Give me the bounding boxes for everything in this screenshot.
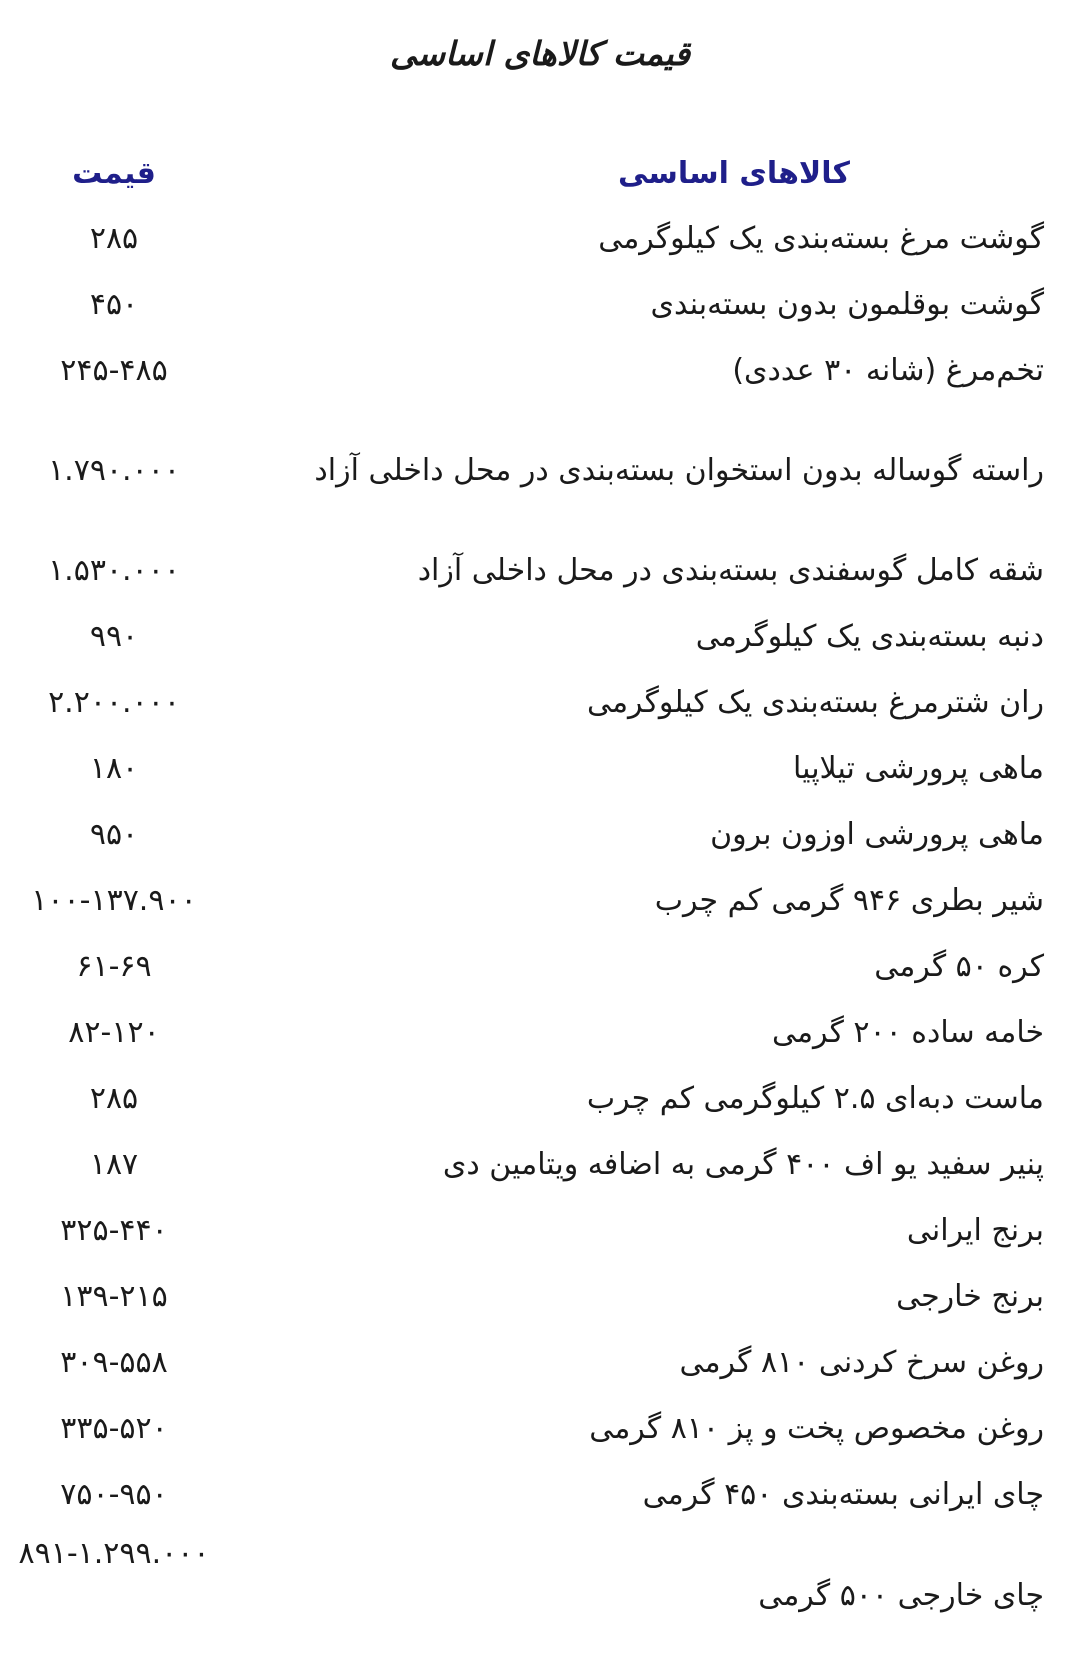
item-price: ۱۸۷ [89,1147,139,1182]
item-name: برنج ایرانی [906,1213,1044,1248]
item-price: ۱۰۰-۱۳۷.۹۰۰ [31,883,197,918]
item-price: ۶۱-۶۹ [76,949,152,984]
item-price: ۹۵۰ [89,817,139,852]
item-name: ماهی پرورشی تیلاپیا [793,751,1044,786]
item-name: خامه ساده ۲۰۰ گرمی [771,1015,1044,1050]
item-price: ۷۵۰-۹۵۰ [60,1477,168,1512]
item-name: روغن مخصوص پخت و پز ۸۱۰ گرمی [589,1411,1044,1446]
item-name: گوشت بوقلمون بدون بسته‌بندی [650,287,1044,322]
table-row [0,1330,1080,1396]
item-price: ۴۵۰ [89,287,139,322]
item-name: ماهی پرورشی اوزون برون [710,817,1044,852]
table-row [0,934,1080,1000]
item-name: تخم‌مرغ (شانه ۳۰ عددی) [732,353,1044,388]
table-row [0,404,1080,538]
table-header-row [0,140,1080,206]
column-header-price: قیمت [72,155,156,191]
table-row [0,604,1080,670]
table-row [0,538,1080,604]
table-row [0,736,1080,802]
item-price: ۸۲-۱۲۰ [68,1015,160,1050]
item-name: ران شترمرغ بسته‌بندی یک کیلوگرمی [586,685,1044,720]
item-price: ۲۸۵ [89,221,139,256]
item-price: ۲.۲۰۰.۰۰۰ [48,685,180,720]
table-row [0,206,1080,272]
table-row [0,670,1080,736]
item-name: روغن سرخ کردنی ۸۱۰ گرمی [679,1345,1044,1380]
item-price: ۳۰۹-۵۵۸ [60,1345,168,1380]
table-row [0,1462,1080,1528]
item-name: راسته گوساله بدون استخوان بسته‌بندی در محل داخلی آزاد [314,453,1044,488]
table-row [0,1132,1080,1198]
item-price: ۳۳۵-۵۲۰ [60,1411,168,1446]
item-price: ۱.۷۹۰.۰۰۰ [48,453,180,488]
table-row [0,1000,1080,1066]
item-price: ۱۸۰ [89,751,139,786]
item-price: ۲۴۵-۴۸۵ [60,353,168,388]
item-name: کره ۵۰ گرمی [874,949,1044,984]
item-name: شقه کامل گوسفندی بسته‌بندی در محل داخلی آزاد [417,553,1044,588]
item-price: ۱.۵۳۰.۰۰۰ [48,553,180,588]
table-row [0,272,1080,338]
table-row [0,1264,1080,1330]
table-row [0,1066,1080,1132]
item-price: ۳۲۵-۴۴۰ [60,1213,168,1248]
item-name: چای ایرانی بسته‌بندی ۴۵۰ گرمی [642,1477,1044,1512]
item-name: برنج خارجی [896,1279,1044,1314]
table-row [0,868,1080,934]
table-row [0,1198,1080,1264]
table-row [0,802,1080,868]
item-price: ۹۹۰ [89,619,139,654]
item-name: شیر بطری ۹۴۶ گرمی کم چرب [654,883,1044,918]
item-name: چای خارجی ۵۰۰ گرمی [758,1578,1044,1613]
price-table [0,140,1080,1624]
item-price: ۱۳۹-۲۱۵ [60,1279,168,1314]
table-row [0,1528,1080,1624]
item-price: ۲۸۵ [89,1081,139,1116]
table-row [0,1396,1080,1462]
item-name: گوشت مرغ بسته‌بندی یک کیلوگرمی [598,221,1044,256]
item-price: ۸۹۱-۱.۲۹۹.۰۰۰ [18,1536,210,1571]
column-header-item: کالاهای اساسی [618,155,850,191]
item-name: دنبه بسته‌بندی یک کیلوگرمی [695,619,1044,654]
table-row [0,338,1080,404]
item-name: پنیر سفید یو اف ۴۰۰ گرمی به اضافه ویتامین دی [442,1147,1044,1182]
page-title: قیمت کالاهای اساسی [389,34,691,73]
item-name: ماست دبه‌ای ۲.۵ کیلوگرمی کم چرب [586,1081,1044,1116]
